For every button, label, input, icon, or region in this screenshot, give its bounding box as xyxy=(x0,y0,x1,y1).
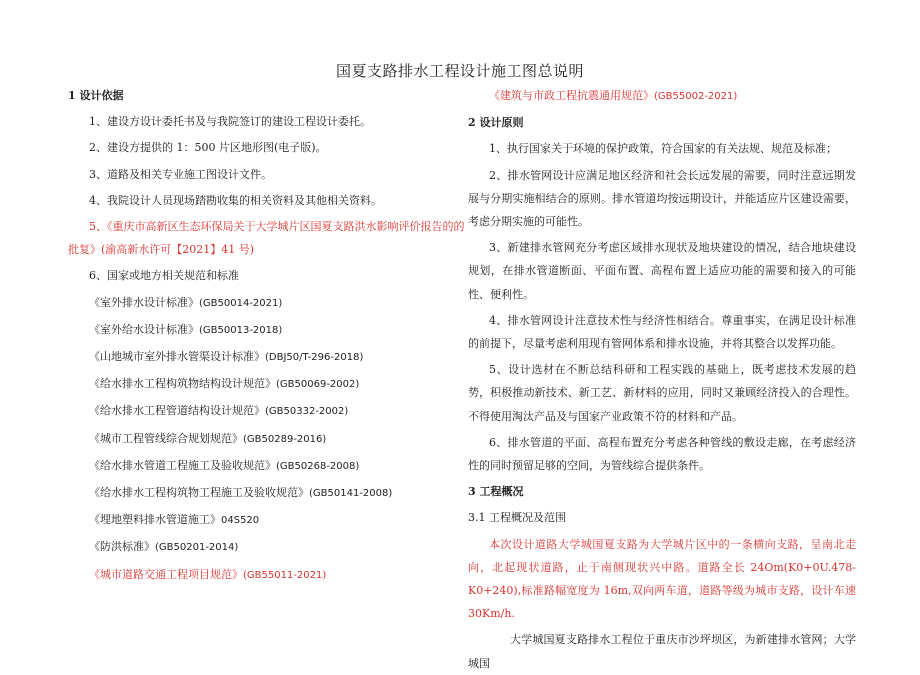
principle-3: 3、新建排水管网充分考虑区域排水现状及地块建设的情况，结合地块建设规划，在排水管道断面、平面布置、高程布置上适应功能的需要和接入的可能性、便利性。 xyxy=(468,241,856,301)
standard-item xyxy=(68,291,450,315)
standard-code: (GB50141-2008) xyxy=(309,488,393,500)
standard-code: (GB50013-2018) xyxy=(199,324,283,336)
principle-6: 6、排水管道的平面、高程布置充分考虑各种管线的敷设走廊，在考虑经济性的同时预留足够的空间，为管线综合提供条件。 xyxy=(468,435,856,473)
standard-name: 《城市工程管线综合规划规范》 xyxy=(89,431,243,445)
top-standard-code: (GB55002-2021) xyxy=(654,91,738,102)
top-standard xyxy=(468,84,856,108)
standard-item xyxy=(68,399,450,423)
right-column xyxy=(468,84,856,675)
standard-name: 《城市道路交通工程项目规范》 xyxy=(89,567,243,581)
standard-name: 《山地城市室外排水管渠设计标准》 xyxy=(89,350,265,364)
principle-5: 5、设计选材在不断总结科研和工程实践的基础上，既考虑技术发展的趋势，积极推动新技术、新工艺、新材料的应用，同时又兼顾经济投入的合理性。不得使用淘汰产品及与国家产业政策不符的材料和产品。 xyxy=(468,363,856,423)
overview-red-paragraph: 本次设计道路大学城国夏支路为大学城片区中的一条横向支路，呈南北走向，北起现状道路，止于南侧现状兴中路。道路全长 24Om(K0+0U.478-K0+240),标准路幅宽度为 16m,双向两车道，道路等级为城市支路，设计车速 30Km/h. xyxy=(468,537,856,621)
standard-name: 《给水排水管道工程施工及验收规范》 xyxy=(89,458,276,472)
basis-item-4: 4、我院设计人员现场踏勘收集的相关资料及其他相关资料。 xyxy=(89,193,382,207)
standard-code: (GB50289-2016) xyxy=(243,433,327,445)
principle-4: 4、排水管网设计注意技术性与经济性相结合。尊重事实，在满足设计标准的前提下，尽量考虑利用现有管网体系和排水设施，并将其整合以发挥功能。 xyxy=(468,313,856,351)
principle-1: 1、执行国家关于环境的保护政策，符合国家的有关法规、规范及标准； xyxy=(489,142,837,156)
standard-code: 04S520 xyxy=(221,515,260,527)
standard-name: 《埋地塑料排水管道施工》 xyxy=(89,513,221,527)
standard-code: (GB50201-2014) xyxy=(155,542,239,554)
standard-item xyxy=(68,427,450,451)
basis-item-6: 6、国家或地方相关规范和标准 xyxy=(89,269,239,283)
section1-heading: 1 设计依据 xyxy=(68,89,124,102)
overview-paragraph: 大学城国夏支路排水工程位于重庆市沙坪坝区，为新建排水管网；大学城国 xyxy=(468,633,856,670)
standard-name: 《室外给水设计标准》 xyxy=(89,322,199,336)
standard-item xyxy=(68,508,450,532)
standard-code: (GB50332-2002) xyxy=(265,406,349,418)
standard-name: 《给水排水工程构筑物工程施工及验收规范》 xyxy=(89,486,309,500)
basis-item-1: 1、建设方设计委托书及与我院签订的建设工程设计委托。 xyxy=(89,115,371,129)
section31-heading: 3.1 工程概况及范围 xyxy=(468,511,566,525)
standard-name: 《给水排水工程构筑物结构设计规范》 xyxy=(89,377,276,391)
standard-item xyxy=(68,563,450,587)
standard-item xyxy=(68,372,450,396)
standard-name: 《室外排水设计标准》 xyxy=(89,295,199,309)
basis-item-3: 3、道路及相关专业施工图设计文件。 xyxy=(89,167,272,181)
standard-name: 《防洪标准》 xyxy=(89,540,155,554)
standard-code: (GB50268-2008) xyxy=(276,460,360,472)
left-column xyxy=(68,84,465,587)
basis-item-5-line2: 批复》(渝高新水许可【2021】41 号) xyxy=(68,243,255,257)
standard-code: (GB50014-2021) xyxy=(199,297,283,309)
section2-heading: 2 设计原则 xyxy=(468,116,524,130)
basis-item-2: 2、建设方提供的 1：500 片区地形图(电子版)。 xyxy=(89,141,327,155)
standard-item xyxy=(68,318,450,342)
standard-item xyxy=(68,454,450,478)
standard-code: (GB50069-2002) xyxy=(276,379,360,391)
standard-code: (DBJ50/T-296-2018) xyxy=(265,352,364,364)
standards-list xyxy=(68,291,450,587)
top-standard-name: 《建筑与市政工程抗震通用规范》 xyxy=(489,89,654,102)
standard-code: (GB55011-2021) xyxy=(243,569,327,581)
standard-name: 《给水排水工程管道结构设计规范》 xyxy=(89,404,265,418)
principle-2: 2、排水管网设计应满足地区经济和社会长远发展的需要，同时注意远期发展与分期实施相结合的原则。排水管道均按远期设计，并能适应片区建设需要，考虑分期实施的可能性。 xyxy=(468,168,856,229)
standard-item xyxy=(68,345,450,369)
standard-item xyxy=(68,535,450,559)
section3-heading: 3 工程概况 xyxy=(468,485,524,499)
document-title: 国夏支路排水工程设计施工图总说明 xyxy=(335,62,584,80)
standard-item xyxy=(68,481,450,505)
basis-item-5-line1: 5、《重庆市高新区生态环保局关于大学城片区国夏支路洪水影响评价报告的的 xyxy=(89,220,465,234)
